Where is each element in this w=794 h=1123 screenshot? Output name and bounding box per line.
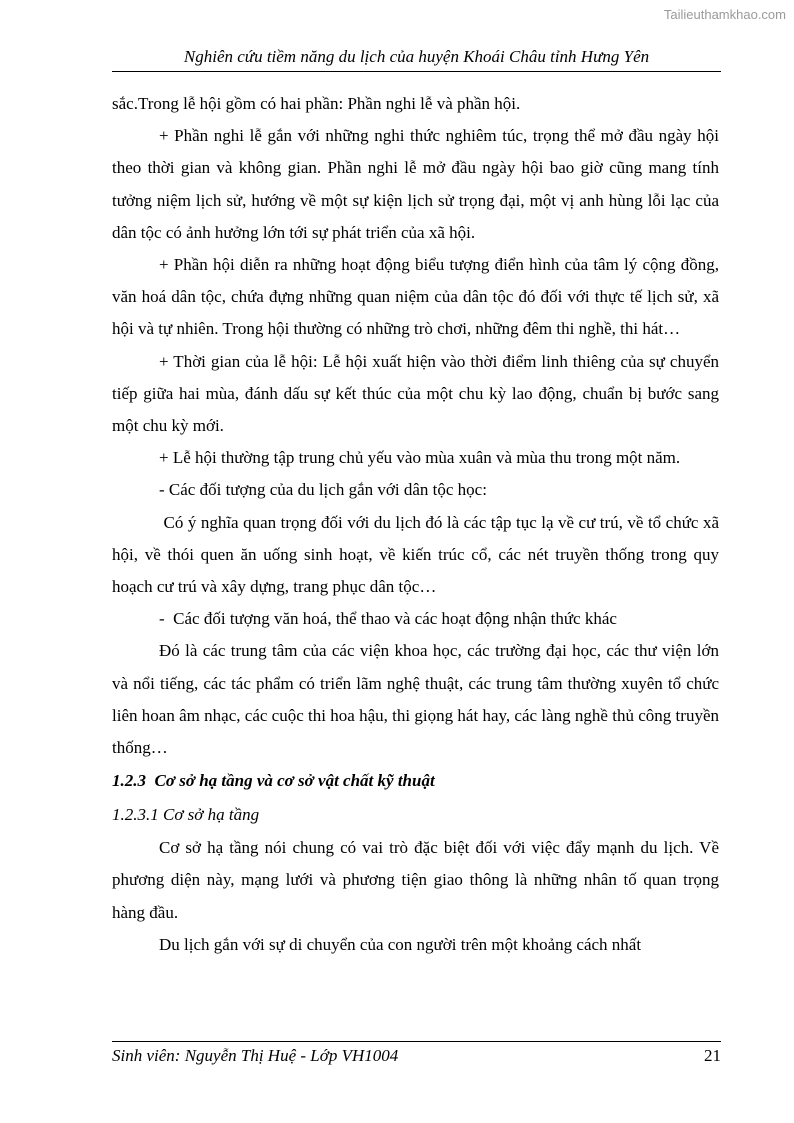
watermark: Tailieuthamkhao.com bbox=[663, 7, 786, 22]
page-header: Nghiên cứu tiềm năng du lịch của huyện Khoái Châu tỉnh Hưng Yên bbox=[112, 47, 721, 72]
paragraph: + Thời gian của lễ hội: Lễ hội xuất hiện vào thời điểm linh thiêng của sự chuyển tiếp giữa hai mùa, đánh dấu sự kết thúc của một chu kỳ lao động, chuẩn bị bước sang một chu kỳ mới. bbox=[112, 351, 719, 436]
paragraph: Đó là các trung tâm của các viện khoa học, các trường đại học, các thư viện lớn và nổi tiếng, các tác phẩm có triển lãm nghệ thuật, các trung tâm thường xuyên tổ chức liên hoan âm nhạc, các cuộc thi hoa hậu, thi giọng hát hay, các làng nghề thủ công truyền thống… bbox=[112, 641, 719, 758]
paragraph: + Lễ hội thường tập trung chủ yếu vào mùa xuân và mùa thu trong một năm. bbox=[159, 448, 681, 468]
paragraph: Có ý nghĩa quan trọng đối với du lịch đó là các tập tục lạ về cư trú, về tổ chức xã hội, về thói quen ăn uống sinh hoạt, về kiến trúc cổ, các nét truyền thống trong quy hoạch cư trú và xây dựng, trang phục dân tộc… bbox=[112, 512, 724, 597]
paragraph: Du lịch gắn với sự di chuyển của con người trên một khoảng cách nhất bbox=[159, 934, 642, 954]
section-heading: 1.2.3 Cơ sở hạ tầng và cơ sở vật chất kỹ thuật bbox=[112, 771, 435, 791]
page-content bbox=[112, 88, 724, 961]
page-footer bbox=[112, 1041, 721, 1066]
paragraph: - Các đối tượng của du lịch gắn với dân tộc học: bbox=[159, 480, 487, 500]
paragraph: - Các đối tượng văn hoá, thể thao và các hoạt động nhận thức khác bbox=[159, 609, 617, 629]
footer-author: Sinh viên: Nguyễn Thị Huệ - Lớp VH1004 bbox=[112, 1046, 399, 1065]
paragraph: Cơ sở hạ tầng nói chung có vai trò đặc biệt đối với việc đẩy mạnh du lịch. Về phương diện này, mạng lưới và phương tiện giao thông là những nhân tố quan trọng hàng đầu. bbox=[112, 838, 719, 922]
paragraph: + Phần hội diễn ra những hoạt động biểu tượng điển hình của tâm lý cộng đồng, văn hoá dân tộc, chứa đựng những quan niệm của dân tộc đó đối với thực tế lịch sử, xã hội và tự nhiên. Trong hội thường có những trò chơi, những đêm thi nghề, thi hát… bbox=[112, 255, 719, 339]
page-number: 21 bbox=[704, 1046, 721, 1065]
paragraph: sắc.Trong lễ hội gồm có hai phần: Phần nghi lễ và phần hội. bbox=[112, 94, 521, 113]
subsection-heading: 1.2.3.1 Cơ sở hạ tầng bbox=[112, 805, 260, 825]
paragraph: + Phần nghi lễ gắn với những nghi thức nghiêm túc, trọng thể mở đầu ngày hội theo thời gian và không gian. Phần nghi lễ mở đầu ngày hội bao giờ cũng mang tính tưởng niệm lịch sử, hướng về một sự kiện lịch sử trọng đại, một vị anh hùng lỗi lạc của dân tộc có ảnh hưởng lớn tới sự phát triển của xã hội. bbox=[112, 126, 719, 242]
